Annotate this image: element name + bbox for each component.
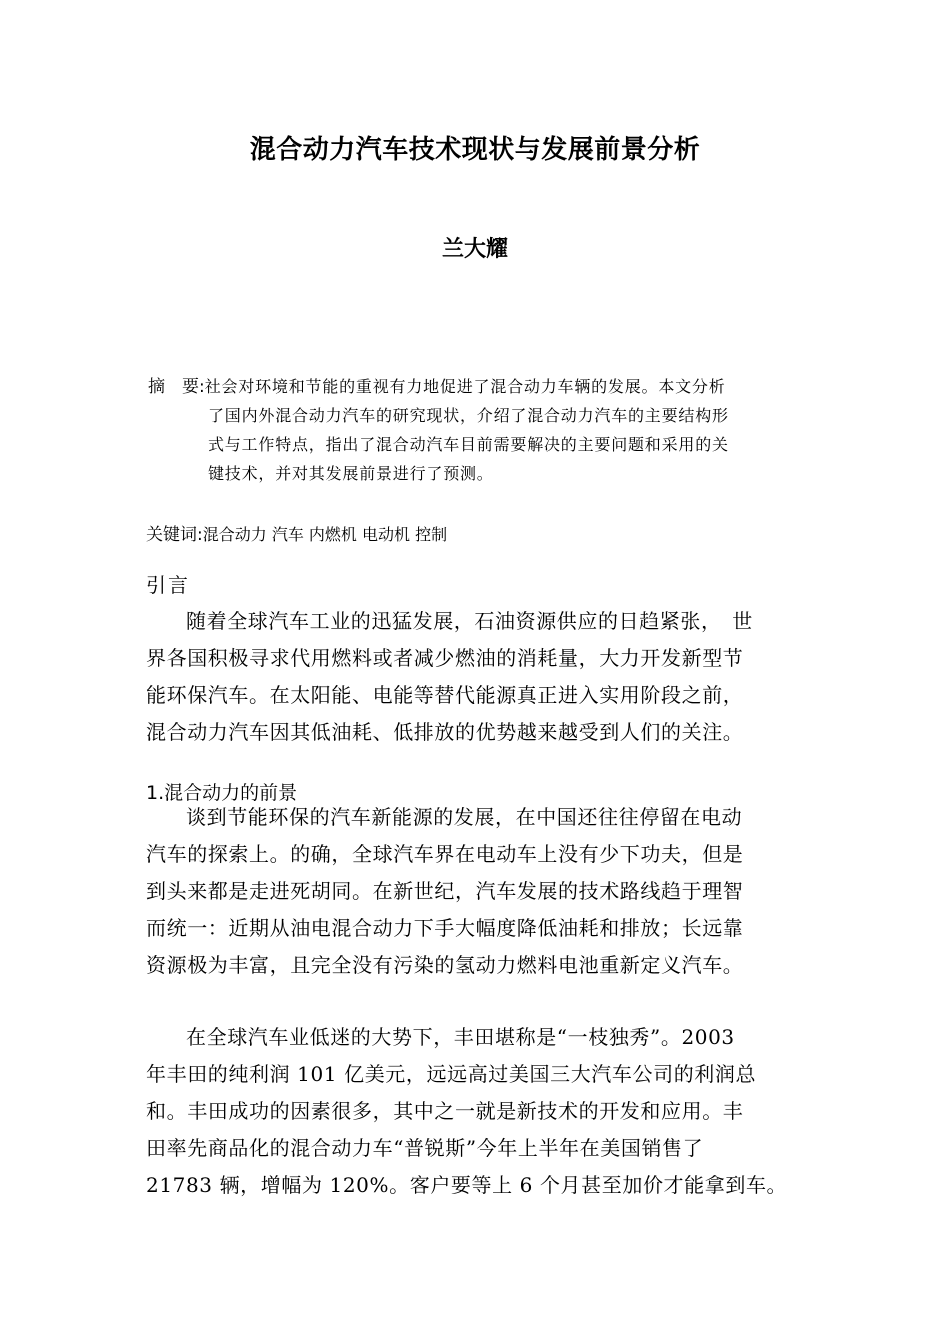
author-name: 兰大耀: [441, 237, 508, 262]
section1-paragraph-2: [146, 1019, 810, 1204]
paragraph-line: 田率先商品化的混合动力车“普锐斯”今年上半年在美国销售了: [146, 1136, 704, 1160]
intro-heading: 引言: [146, 573, 190, 597]
paragraph-line: 到头来都是走进死胡同。在新世纪，汽车发展的技术路线趋于理智: [146, 879, 744, 903]
paragraph-line: 在全球汽车业低迷的大势下，丰田堪称是“一枝独秀”。2003: [186, 1025, 735, 1049]
paragraph-line: 21783 辆，增幅为 120%。客户要等上 6 个月甚至加价才能拿到车。: [146, 1173, 788, 1197]
paragraph-line: 资源极为丰富，且完全没有污染的氢动力燃料电池重新定义汽车。: [146, 953, 744, 977]
keywords-label: 关键词:: [146, 525, 203, 545]
paragraph-line: 谈到节能环保的汽车新能源的发展，在中国还往往停留在电动: [186, 805, 743, 829]
keywords-line: [146, 522, 447, 548]
section-heading: 1.混合动力的前景: [146, 782, 298, 804]
paragraph-line: 和。丰田成功的因素很多，其中之一就是新技术的开发和应用。丰: [146, 1099, 744, 1123]
paragraph-line: 汽车的探索上。的确，全球汽车界在电动车上没有少下功夫，但是: [146, 842, 744, 866]
paragraph-line: 年丰田的纯利润 101 亿美元，远远高过美国三大汽车公司的利润总: [146, 1062, 757, 1086]
abstract-line: 了国内外混合动力汽车的研究现状，介绍了混合动力汽车的主要结构形: [208, 406, 729, 425]
paragraph-line: 界各国积极寻求代用燃料或者减少燃油的消耗量，大力开发新型节: [146, 646, 744, 670]
paragraph-line: 能环保汽车。在太阳能、电能等替代能源真正进入实用阶段之前，: [146, 683, 744, 707]
abstract-text: 社会对环境和节能的重视有力地促进了混合动力车辆的发展。本文分析: [204, 377, 726, 396]
paragraph-line: 混合动力汽车因其低油耗、低排放的优势越来越受到人们的关注。: [146, 720, 744, 744]
abstract-line: [148, 372, 812, 401]
abstract-label: 摘 要:: [148, 377, 205, 397]
abstract-block: [148, 372, 812, 488]
abstract-line: 键技术，并对其发展前景进行了预测。: [208, 464, 494, 483]
document-title: 混合动力汽车技术现状与发展前景分析: [249, 135, 701, 165]
section1-paragraph-1: [146, 799, 810, 984]
paragraph-line: 随着全球汽车工业的迅猛发展，石油资源供应的日趋紧张， 世: [186, 609, 753, 633]
abstract-line: 式与工作特点，指出了混合动汽车目前需要解决的主要问题和采用的关: [208, 435, 729, 454]
paragraph-line: 而统一：近期从油电混合动力下手大幅度降低油耗和排放；长远靠: [146, 916, 744, 940]
intro-paragraph: [146, 603, 810, 751]
keywords-text: 混合动力 汽车 内燃机 电动机 控制: [202, 525, 448, 544]
